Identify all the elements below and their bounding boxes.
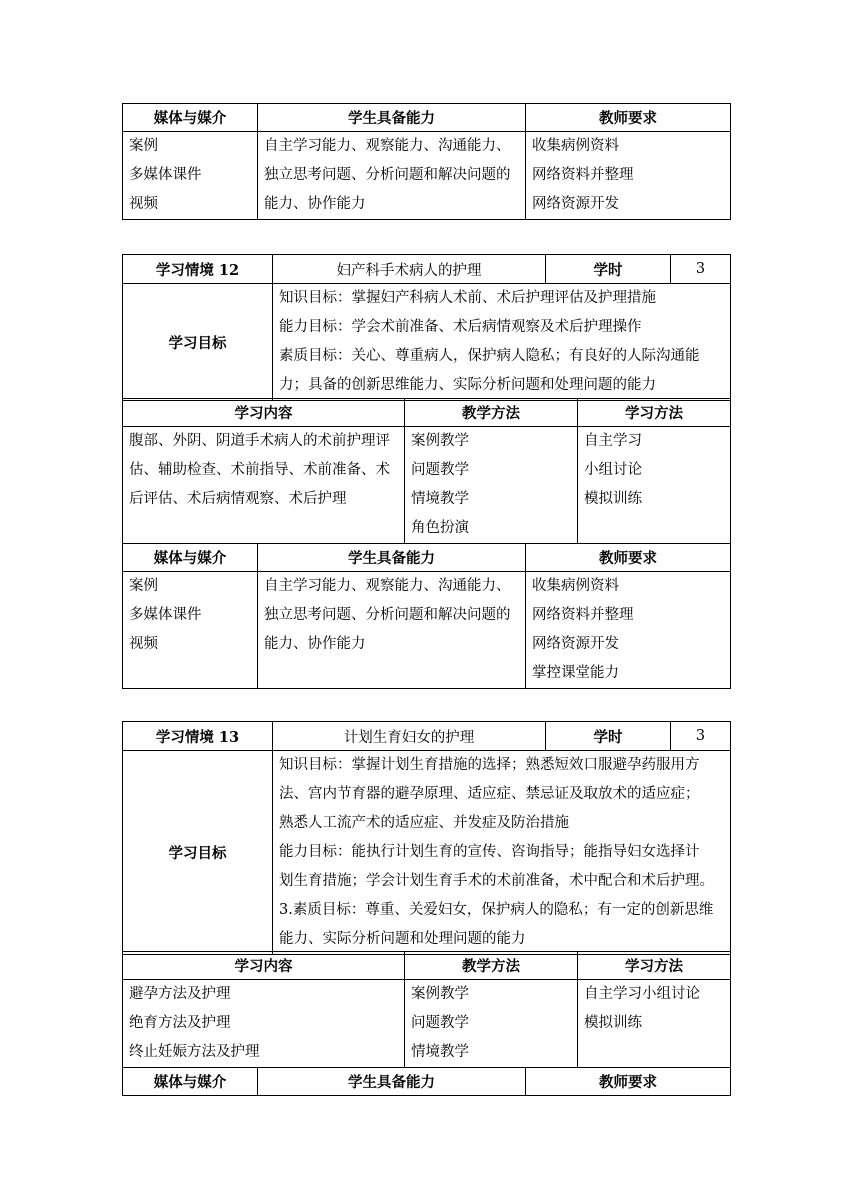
- header-learn-method: 学习方法: [578, 399, 731, 427]
- goal-label: 学习目标: [123, 284, 273, 401]
- header-media: 媒体与媒介: [123, 544, 258, 572]
- media-header-row: [123, 1068, 731, 1096]
- section-title: 计划生育妇女的护理: [273, 722, 546, 751]
- media-table-top: [122, 103, 731, 220]
- header-ability: 学生具备能力: [258, 544, 526, 572]
- learn-method-cell: 自主学习 小组讨论 模拟训练: [578, 427, 731, 544]
- header-teach-method: 教学方法: [405, 399, 578, 427]
- header-content: 学习内容: [123, 952, 405, 980]
- section-label: 学习情境 13: [123, 722, 273, 751]
- content-row: [123, 980, 731, 1068]
- section-12-title-row: [123, 255, 731, 284]
- content-header-row: [123, 952, 731, 980]
- header-media: 媒体与媒介: [123, 1068, 258, 1096]
- ability-cell: 自主学习能力、观察能力、沟通能力、 独立思考问题、分析问题和解决问题的 能力、协作能力: [258, 572, 526, 689]
- section-13-content-table: [122, 951, 731, 1068]
- section-13-header-table: [122, 721, 731, 751]
- header-row: [123, 104, 731, 132]
- content-cell: 腹部、外阴、阴道手术病人的术前护理评 估、辅助检查、术前指导、术前准备、术 后评估、术后病情观察、术后护理: [123, 427, 405, 544]
- hours-value: 3: [671, 255, 731, 284]
- header-content: 学习内容: [123, 399, 405, 427]
- header-learn-method: 学习方法: [578, 952, 731, 980]
- goal-cell: 知识目标：掌握妇产科病人术前、术后护理评估及护理措施 能力目标：学会术前准备、术后病情观察及术后护理操作 素质目标：关心、尊重病人，保护病人隐私；有良好的人际沟通能 力；具备的创新思维能力、实际分析问题和处理问题的能力: [273, 284, 731, 401]
- content-cell: 避孕方法及护理 绝育方法及护理 终止妊娠方法及护理: [123, 980, 405, 1068]
- teach-method-cell: 案例教学 问题教学 情境教学 角色扮演: [405, 427, 578, 544]
- teach-method-cell: 案例教学 问题教学 情境教学: [405, 980, 578, 1068]
- ability-cell: 自主学习能力、观察能力、沟通能力、 独立思考问题、分析问题和解决问题的 能力、协作能力: [258, 132, 526, 220]
- media-cell: 案例 多媒体课件 视频: [123, 572, 258, 689]
- content-header-row: [123, 399, 731, 427]
- hours-label: 学时: [546, 255, 671, 284]
- media-header-row: [123, 544, 731, 572]
- section-13-media-table: [122, 1067, 731, 1096]
- section-12-goal-table: [122, 283, 731, 401]
- section-title: 妇产科手术病人的护理: [273, 255, 546, 284]
- section-label: 学习情境 12: [123, 255, 273, 284]
- header-teach-method: 教学方法: [405, 952, 578, 980]
- content-row: [123, 427, 731, 544]
- section-13-title-row: [123, 722, 731, 751]
- hours-label: 学时: [546, 722, 671, 751]
- teacher-cell: 收集病例资料 网络资料并整理 网络资源开发 掌控课堂能力: [526, 572, 731, 689]
- header-teacher: 教师要求: [526, 544, 731, 572]
- header-teacher: 教师要求: [526, 104, 731, 132]
- header-teacher: 教师要求: [526, 1068, 731, 1096]
- section-12-header-table: [122, 254, 731, 284]
- content-row: [123, 132, 731, 220]
- section-12-content-table: [122, 398, 731, 544]
- hours-value: 3: [671, 722, 731, 751]
- header-media: 媒体与媒介: [123, 104, 258, 132]
- section-12-media-table: [122, 543, 731, 689]
- teacher-cell: 收集病例资料 网络资料并整理 网络资源开发: [526, 132, 731, 220]
- goal-label: 学习目标: [123, 751, 273, 955]
- section-13-goal-table: [122, 750, 731, 955]
- learn-method-cell: 自主学习小组讨论 模拟训练: [578, 980, 731, 1068]
- goal-row: [123, 284, 731, 401]
- header-ability: 学生具备能力: [258, 104, 526, 132]
- media-row: [123, 572, 731, 689]
- goal-row: [123, 751, 731, 955]
- header-ability: 学生具备能力: [258, 1068, 526, 1096]
- media-cell: 案例 多媒体课件 视频: [123, 132, 258, 220]
- goal-cell: 知识目标：掌握计划生育措施的选择；熟悉短效口服避孕药服用方 法、宫内节育器的避孕原理、适应症、禁忌证及取放术的适应症； 熟悉人工流产术的适应症、并发症及防治措施 能力目标：能执行计划生育的宣传、咨询指导；能指导妇女选择计 划生育措施；学会计划生育手术的术前准备，术中配合和术后护理。 3.素质目标：尊重、关爱妇女，保护病人的隐私；有一定的创新思维 能力、实际分析问题和处理问题的能力: [273, 751, 731, 955]
